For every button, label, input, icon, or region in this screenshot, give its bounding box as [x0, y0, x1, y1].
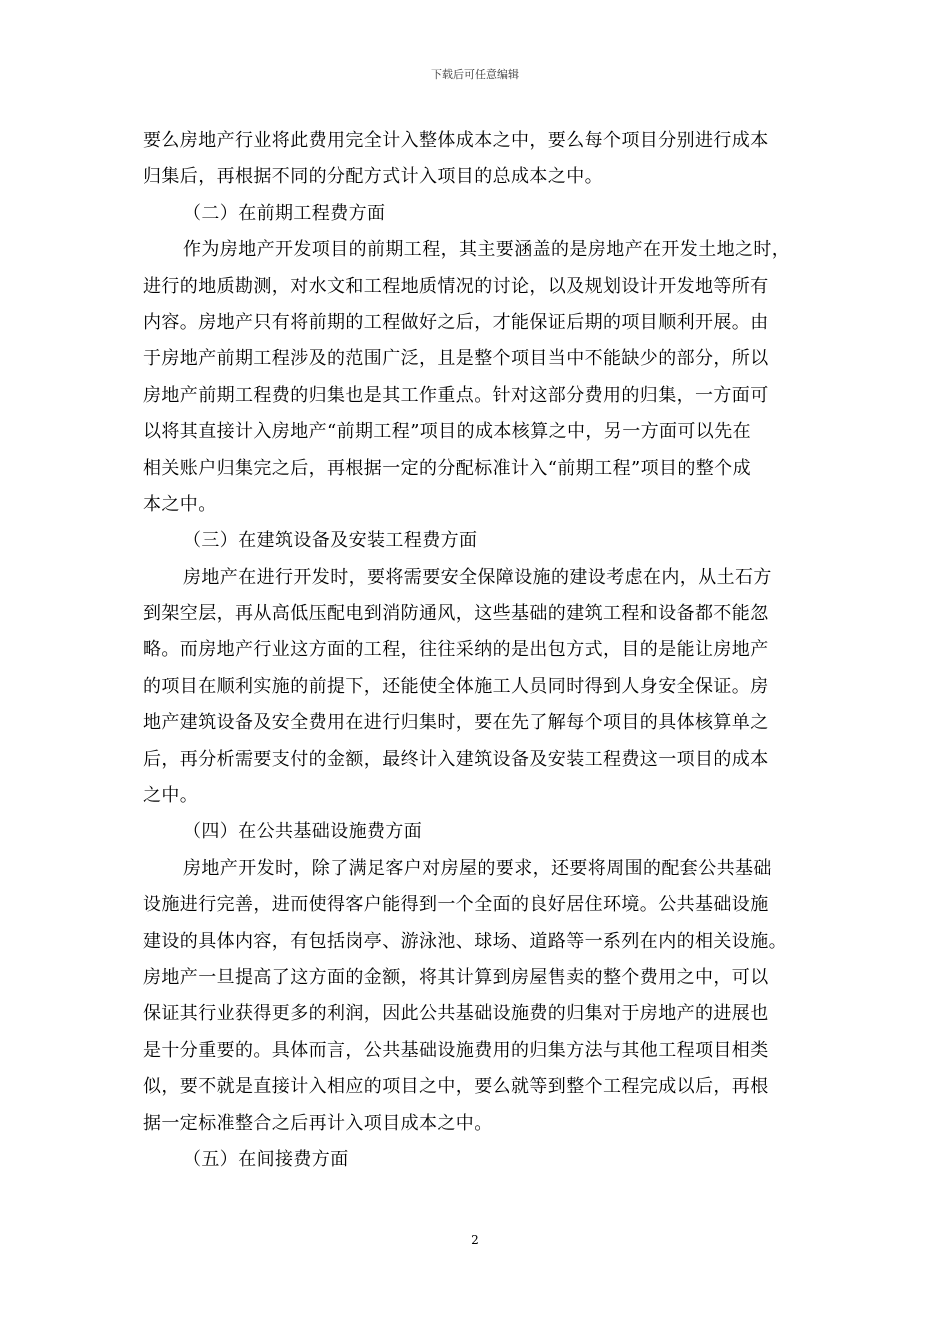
document-body	[143, 123, 815, 1178]
text-line: 房地产在进行开发时，要将需要安全保障设施的建设考虑在内，从土石方	[183, 566, 772, 588]
text-line: 内容。房地产只有将前期的工程做好之后，才能保证后期的项目顺利开展。由	[143, 311, 769, 333]
text-line: 本之中。	[143, 493, 217, 515]
text-line: 后，再分析需要支付的金额，最终计入建筑设备及安装工程费这一项目的成本	[143, 748, 769, 770]
text-line: 保证其行业获得更多的利润，因此公共基础设施费的归集对于房地产的进展也	[143, 1003, 769, 1025]
text-line: 房地产前期工程费的归集也是其工作重点。针对这部分费用的归集，一方面可	[143, 384, 769, 406]
text-line: 房地产开发时，除了满足客户对房屋的要求，还要将周围的配套公共基础	[183, 857, 772, 879]
text-line: 作为房地产开发项目的前期工程，其主要涵盖的是房地产在开发土地之时，	[183, 239, 791, 261]
text-line: 房地产一旦提高了这方面的金额，将其计算到房屋售卖的整个费用之中，可以	[143, 966, 769, 988]
text-line: 似，要不就是直接计入相应的项目之中，要么就等到整个工程完成以后，再根	[143, 1076, 769, 1098]
page-header: 下载后可任意编辑	[431, 68, 519, 81]
page-number: 2	[471, 1233, 479, 1247]
text-line: 归集后，再根据不同的分配方式计入项目的总成本之中。	[143, 166, 603, 188]
text-line: （四）在公共基础设施费方面	[183, 821, 423, 843]
text-line: 到架空层，再从高低压配电到消防通风，这些基础的建筑工程和设备都不能忽	[143, 603, 769, 625]
text-line: （二）在前期工程费方面	[183, 202, 386, 224]
text-line: 设施进行完善，进而使得客户能得到一个全面的良好居住环境。公共基础设施	[143, 894, 769, 916]
text-line: 之中。	[143, 785, 199, 807]
text-line: 地产建筑设备及安全费用在进行归集时，要在先了解每个项目的具体核算单之	[143, 712, 769, 734]
text-line: 的项目在顺利实施的前提下，还能使全体施工人员同时得到人身安全保证。房	[143, 675, 769, 697]
text-line: 建设的具体内容，有包括岗亭、游泳池、球场、道路等一系列在内的相关设施。	[143, 930, 787, 952]
text-line: 相关账户归集完之后，再根据一定的分配标准计入“前期工程”项目的整个成	[143, 457, 752, 479]
text-line: 进行的地质勘测，对水文和工程地质情况的讨论，以及规划设计开发地等所有	[143, 275, 769, 297]
text-line: （五）在间接费方面	[183, 1148, 349, 1170]
text-line: （三）在建筑设备及安装工程费方面	[183, 530, 478, 552]
text-line: 于房地产前期工程涉及的范围广泛，且是整个项目当中不能缺少的部分，所以	[143, 348, 769, 370]
text-line: 略。而房地产行业这方面的工程，往往采纳的是出包方式，目的是能让房地产	[143, 639, 769, 661]
text-line: 要么房地产行业将此费用完全计入整体成本之中，要么每个项目分别进行成本	[143, 130, 769, 151]
text-line: 是十分重要的。具体而言，公共基础设施费用的归集方法与其他工程项目相类	[143, 1039, 769, 1061]
text-line: 据一定标准整合之后再计入项目成本之中。	[143, 1112, 493, 1134]
text-line: 以将其直接计入房地产“前期工程”项目的成本核算之中，另一方面可以先在	[143, 421, 752, 443]
